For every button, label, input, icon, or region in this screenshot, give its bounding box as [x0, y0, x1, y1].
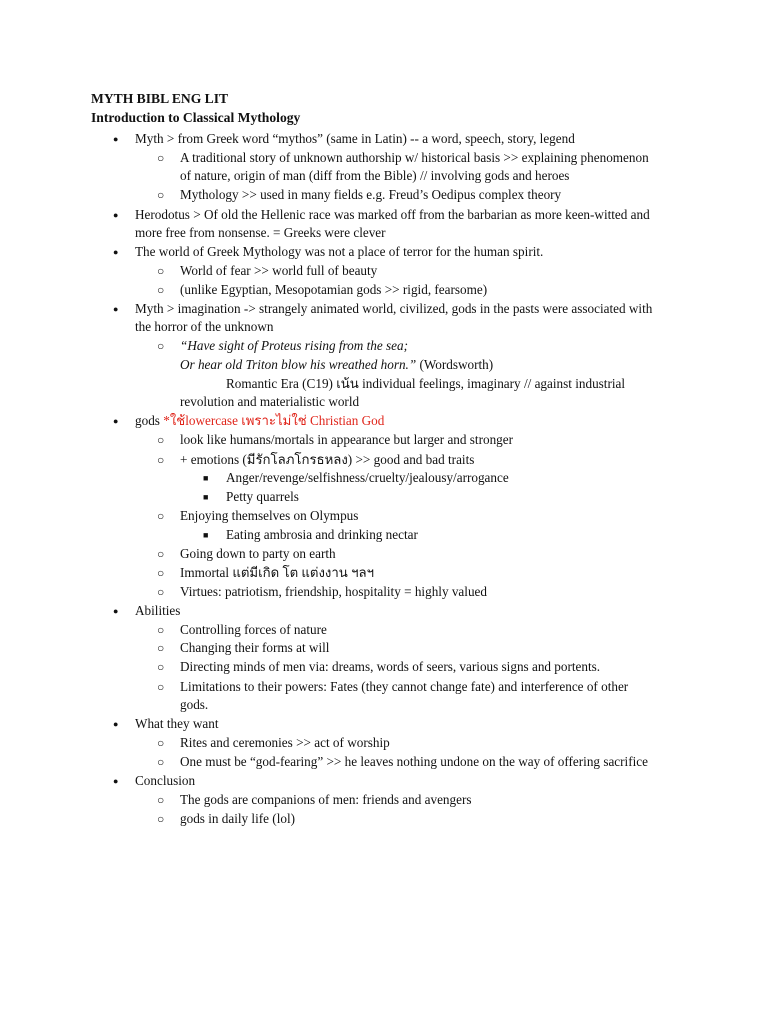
bullet-l2: ○ — [157, 453, 165, 467]
bullet-l1: ● — [113, 416, 119, 426]
list-item: Going down to party on earth — [180, 546, 336, 561]
quote-text: Or hear old Triton blow his wreathed horn.” — [180, 357, 417, 372]
bullet-l2: ○ — [157, 283, 165, 297]
bullet-l1: ● — [113, 247, 119, 257]
list-item: A traditional story of unknown authorship w/ historical basis >> explaining phenomenon — [180, 150, 649, 165]
list-item: + emotions (มีรักโลภโกรธหลง) >> good and bad traits — [180, 452, 475, 467]
list-item: Abilities — [135, 603, 181, 618]
list-item: Anger/revenge/selfishness/cruelty/jealousy/arrogance — [226, 470, 509, 485]
gods-label: gods — [135, 413, 164, 428]
bullet-l2: ○ — [157, 339, 165, 353]
bullet-l2: ○ — [157, 680, 165, 694]
list-item-continuation: the horror of the unknown — [135, 319, 274, 334]
bullet-l1: ● — [113, 719, 119, 729]
list-item: Directing minds of men via: dreams, words of seers, various signs and portents. — [180, 659, 601, 674]
list-item: World of fear >> world full of beauty — [180, 263, 378, 278]
bullet-l2: ○ — [157, 793, 165, 807]
bullet-l2: ○ — [157, 509, 165, 523]
bullet-l1: ● — [113, 210, 119, 220]
document-subtitle: Introduction to Classical Mythology — [91, 110, 301, 125]
list-item: Immortal แต่มีเกิด โต แต่งงาน ฯลฯ — [180, 565, 374, 580]
list-item-continuation: of nature, origin of man (diff from the Bible) // involving gods and heroes — [180, 168, 570, 183]
bullet-l2: ○ — [157, 812, 165, 826]
bullet-l2: ○ — [157, 433, 165, 447]
list-item-continuation: gods. — [180, 697, 209, 712]
bullet-l2: ○ — [157, 660, 165, 674]
bullet-l3: ■ — [203, 492, 209, 502]
list-item: Virtues: patriotism, friendship, hospitality = highly valued — [180, 584, 487, 599]
list-item-continuation: more free from nonsense. = Greeks were clever — [135, 225, 386, 240]
list-item: Myth > from Greek word “mythos” (same in Latin) -- a word, speech, story, legend — [135, 131, 575, 146]
gods-note: *ใช้lowercase เพราะไม่ใช่ Christian God — [163, 413, 385, 428]
list-item — [135, 412, 384, 430]
list-item: Controlling forces of nature — [180, 622, 327, 637]
list-item: (unlike Egyptian, Mesopotamian gods >> rigid, fearsome) — [180, 282, 488, 297]
bullet-l2: ○ — [157, 641, 165, 655]
list-item: Mythology >> used in many fields e.g. Freud’s Oedipus complex theory — [180, 187, 562, 202]
list-item: Conclusion — [135, 773, 196, 788]
bullet-l2: ○ — [157, 736, 165, 750]
list-item: Limitations to their powers: Fates (they cannot change fate) and interference of other — [180, 679, 629, 694]
list-item: Changing their forms at will — [180, 640, 330, 655]
bullet-l3: ■ — [203, 530, 209, 540]
list-item: One must be “god-fearing” >> he leaves nothing undone on the way of offering sacrifice — [180, 754, 648, 769]
bullet-l2: ○ — [157, 585, 165, 599]
list-item: The world of Greek Mythology was not a place of terror for the human spirit. — [135, 244, 544, 259]
bullet-l3: ■ — [203, 473, 209, 483]
bullet-l2: ○ — [157, 547, 165, 561]
quote-attribution: (Wordsworth) — [416, 357, 494, 372]
bullet-l1: ● — [113, 134, 119, 144]
list-item: Rites and ceremonies >> act of worship — [180, 735, 390, 750]
list-item: gods in daily life (lol) — [180, 811, 296, 826]
quote-line — [180, 356, 493, 374]
list-item: Enjoying themselves on Olympus — [180, 508, 359, 523]
list-item: Myth > imagination -> strangely animated world, civilized, gods in the pasts were associated with — [135, 301, 653, 316]
note-line-continuation: revolution and materialistic world — [180, 394, 360, 409]
bullet-l1: ● — [113, 776, 119, 786]
bullet-l2: ○ — [157, 264, 165, 278]
list-item: What they want — [135, 716, 219, 731]
list-item: Petty quarrels — [226, 489, 299, 504]
bullet-l2: ○ — [157, 188, 165, 202]
note-line: Romantic Era (C19) เน้น individual feelings, imaginary // against industrial — [226, 376, 626, 391]
document-title: MYTH BIBL ENG LIT — [91, 91, 229, 106]
bullet-l1: ● — [113, 304, 119, 314]
bullet-l2: ○ — [157, 151, 165, 165]
quote-line: “Have sight of Proteus rising from the sea; — [180, 338, 408, 353]
list-item: look like humans/mortals in appearance but larger and stronger — [180, 432, 514, 447]
bullet-l1: ● — [113, 606, 119, 616]
bullet-l2: ○ — [157, 623, 165, 637]
list-item: Eating ambrosia and drinking nectar — [226, 527, 418, 542]
bullet-l2: ○ — [157, 755, 165, 769]
list-item: Herodotus > Of old the Hellenic race was marked off from the barbarian as more keen-witted and — [135, 207, 650, 222]
list-item: The gods are companions of men: friends and avengers — [180, 792, 472, 807]
bullet-l2: ○ — [157, 566, 165, 580]
